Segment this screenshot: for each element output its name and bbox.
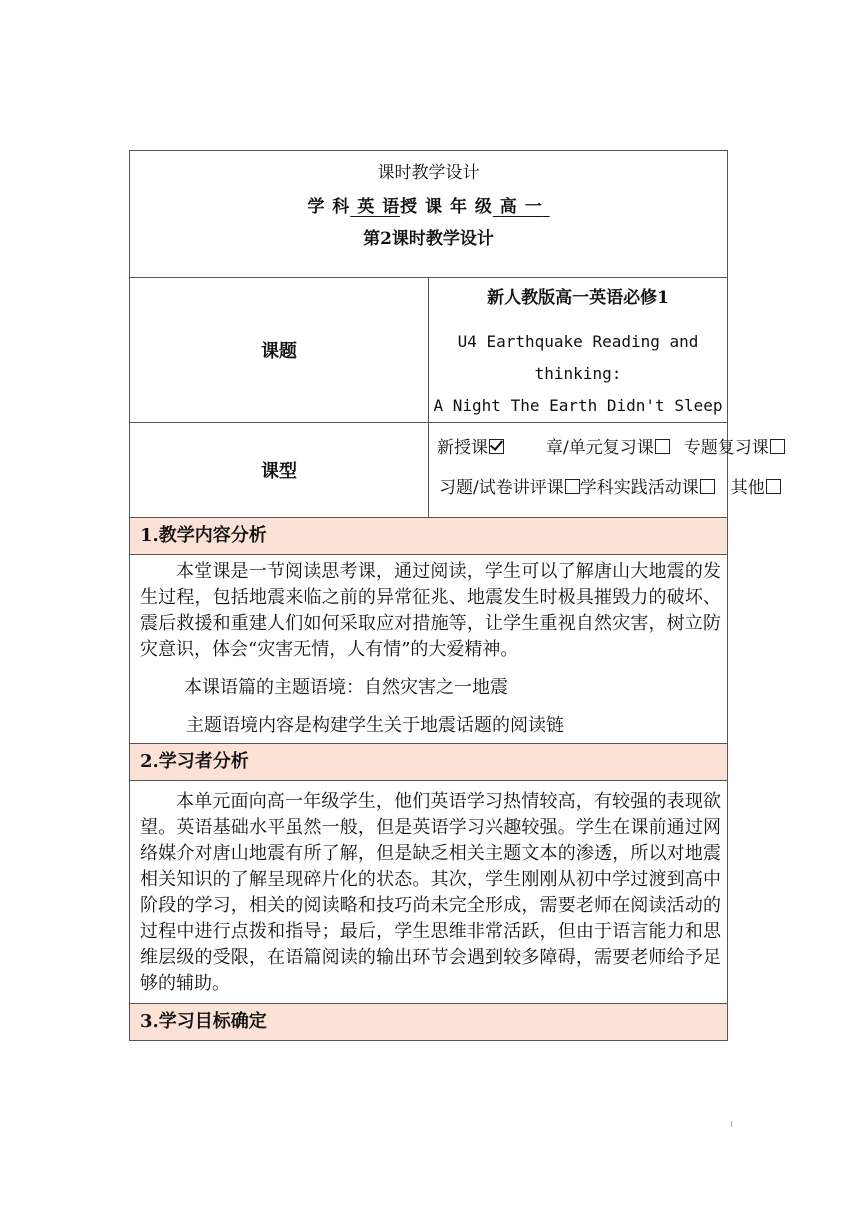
lesson-title-line-2: A Night The Earth Didn't Sleep xyxy=(433,396,723,415)
section-heading-content-analysis: 1.教学内容分析 xyxy=(130,518,728,555)
section-heading-learning-objectives: 3.学习目标确定 xyxy=(130,1004,728,1041)
subject-label: 学 科 xyxy=(307,197,351,217)
lesson-plan-document xyxy=(129,150,769,1041)
checkbox-checked-icon[interactable] xyxy=(489,439,504,454)
theme-content-paragraph: 主题语境内容是构建学生关于地震话题的阅读链 xyxy=(186,715,564,736)
content-analysis-paragraph: 本堂课是一节阅读思考课，通过阅读，学生可以了解唐山大地震的发生过程，包括地震来临之前的异常征兆、地震发生时极具摧毁力的破坏、震后救援和重建人们如何采取应对措施等，让学生重视自然灾害，树立防灾意识，体会“灾害无情，人有情”的大爱精神。 xyxy=(140,561,721,660)
theme-context-paragraph: 本课语篇的主题语境：自然灾害之一地震 xyxy=(184,677,508,698)
learner-analysis-paragraph: 本单元面向高一年级学生，他们英语学习热情较高，有较强的表现欲望。英语基础水平虽然一般，但是英语学习兴趣较强。学生在课前通过网络媒介对唐山地震有所了解，但是缺乏相关主题文本的渗透，所以对地震相关知识的了解呈现碎片化的状态。其次，学生刚刚从初中学过渡到高中阶段的学习，相关的阅读略和技巧尚未完全形成，需要老师在阅读活动的过程中进行点拨和指导；最后，学生思维非常活跃，但由于语言能力和思维层级的受限，在语篇阅读的输出环节会遇到较多障碍，需要老师给予足够的辅助。 xyxy=(140,791,721,994)
option-exercise-review[interactable]: 习题/试卷讲评课 xyxy=(439,478,580,498)
lesson-type-row-2 xyxy=(429,463,765,503)
grade-label: 授 课 年 级 xyxy=(400,197,493,217)
topic-cell xyxy=(429,278,728,423)
checkbox-icon[interactable] xyxy=(770,439,785,454)
lesson-plan-table xyxy=(129,150,769,1041)
option-unit-review[interactable]: 章/单元复习课 xyxy=(546,438,670,458)
checkbox-icon[interactable] xyxy=(565,479,580,494)
content-analysis-body xyxy=(130,555,728,744)
option-practice-activity[interactable]: 学科实践活动课 xyxy=(580,478,715,498)
option-other[interactable]: 其他 xyxy=(731,478,781,498)
subject-grade-line xyxy=(130,195,727,219)
subject-value: 英 语 xyxy=(357,197,401,217)
plan-title: 课时教学设计 xyxy=(377,163,480,183)
section-heading-learner-analysis: 2.学习者分析 xyxy=(130,744,728,781)
option-new-lesson[interactable]: 新授课 xyxy=(437,438,504,458)
lesson-title xyxy=(429,326,727,422)
checkbox-icon[interactable] xyxy=(700,479,715,494)
textbook-name: 新人教版高一英语必修1 xyxy=(487,288,669,308)
option-topic-review[interactable]: 专题复习课 xyxy=(684,438,785,458)
topic-label: 课题 xyxy=(130,278,429,423)
grade-value: 高 一 xyxy=(499,197,543,217)
lesson-type-row-1 xyxy=(429,423,769,463)
learner-analysis-body xyxy=(130,781,728,1004)
header-cell xyxy=(130,151,728,278)
checkbox-icon[interactable] xyxy=(766,479,781,494)
lesson-type-cell xyxy=(429,423,769,518)
checkbox-icon[interactable] xyxy=(655,439,670,454)
lesson-title-line-1: U4 Earthquake Reading and thinking: xyxy=(457,332,699,383)
page-mark xyxy=(731,1121,732,1127)
lesson-type-label: 课型 xyxy=(130,423,429,518)
lesson-number: 第2课时教学设计 xyxy=(363,229,494,249)
